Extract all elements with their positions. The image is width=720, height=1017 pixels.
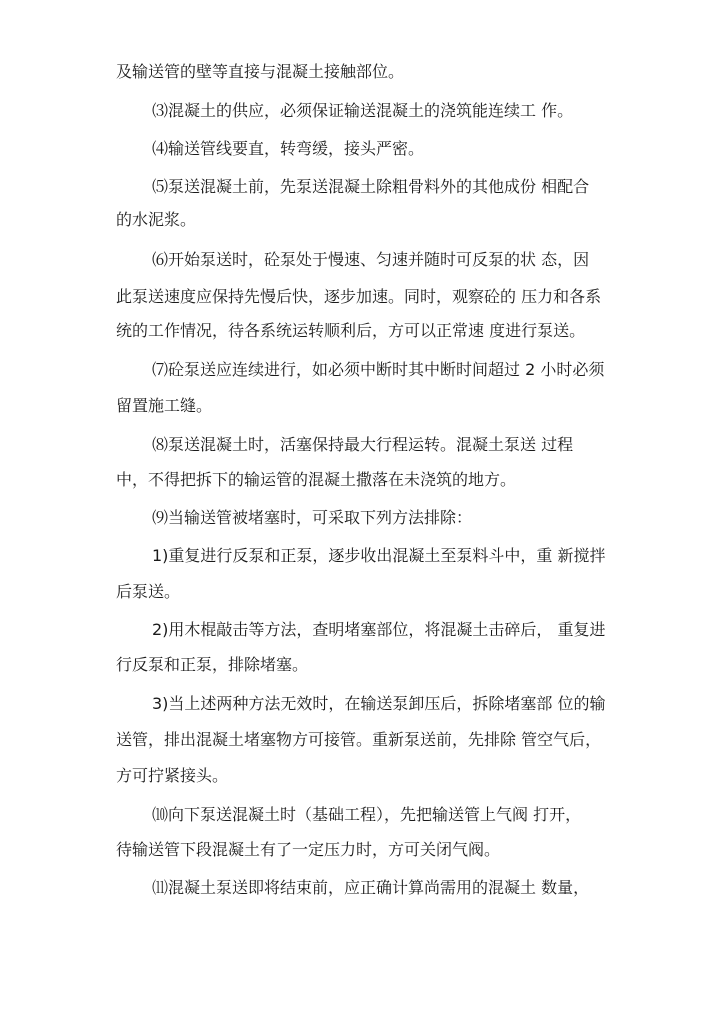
text-line: 的水泥浆。 (116, 210, 197, 229)
text-line: ⑻泵送混凝土时，活塞保持最大行程运转。混凝土泵送 过程 (152, 435, 574, 454)
text-line: 送管，排出混凝土堵塞物方可接管。重新泵送前，先排除 管空气后， (116, 730, 602, 749)
text-line: 留置施工缝。 (116, 396, 213, 415)
text-line: ⑾混凝土泵送即将结束前，应正确计算尚需用的混凝土 数量， (152, 878, 590, 897)
text-line: 1)重复进行反泵和正泵，逐步收出混凝土至泵料斗中，重 新搅拌 (152, 546, 606, 565)
text-line: 统的工作情况，待各系统运转顺利后，方可以正常速 度进行泵送。 (116, 321, 586, 340)
text-line: 方可拧紧接头。 (116, 766, 229, 785)
text-line: 行反泵和正泵，排除堵塞。 (116, 655, 309, 674)
text-line: 此泵送速度应保持先慢后快，逐步加速。同时，观察砼的 压力和各系 (116, 287, 602, 306)
text-line: ⑸泵送混凝土前，先泵送混凝土除粗骨料外的其他成份 相配合 (152, 177, 590, 196)
text-line: ⑺砼泵送应连续进行，如必须中断时其中断时间超过 2 小时必须 (152, 360, 605, 379)
text-line: ⑼当输送管被堵塞时，可采取下列方法排除： (152, 508, 473, 527)
text-line: ⑹开始泵送时，砼泵处于慢速、匀速并随时可反泵的状 态，因 (152, 250, 590, 269)
text-line: 中，不得把拆下的输运管的混凝土撒落在未浇筑的地方。 (116, 470, 517, 489)
text-line: ⑷输送管线要直，转弯缓，接头严密。 (152, 139, 425, 158)
text-line: 待输送管下段混凝土有了一定压力时，方可关闭气阀。 (116, 840, 501, 859)
text-line: 3)当上述两种方法无效时，在输送泵卸压后，拆除堵塞部 位的输 (152, 694, 606, 713)
text-line: 2)用木棍敲击等方法，查明堵塞部位，将混凝土击碎后， 重复进 (152, 620, 606, 639)
text-line: 后泵送。 (116, 582, 181, 601)
text-line: 及输送管的壁等直接与混凝土接触部位。 (116, 62, 405, 81)
text-line: ⑽向下泵送混凝土时（基础工程），先把输送管上气阀 打开， (152, 805, 582, 824)
text-line: ⑶混凝土的供应，必须保证输送混凝土的浇筑能连续工 作。 (152, 101, 574, 120)
